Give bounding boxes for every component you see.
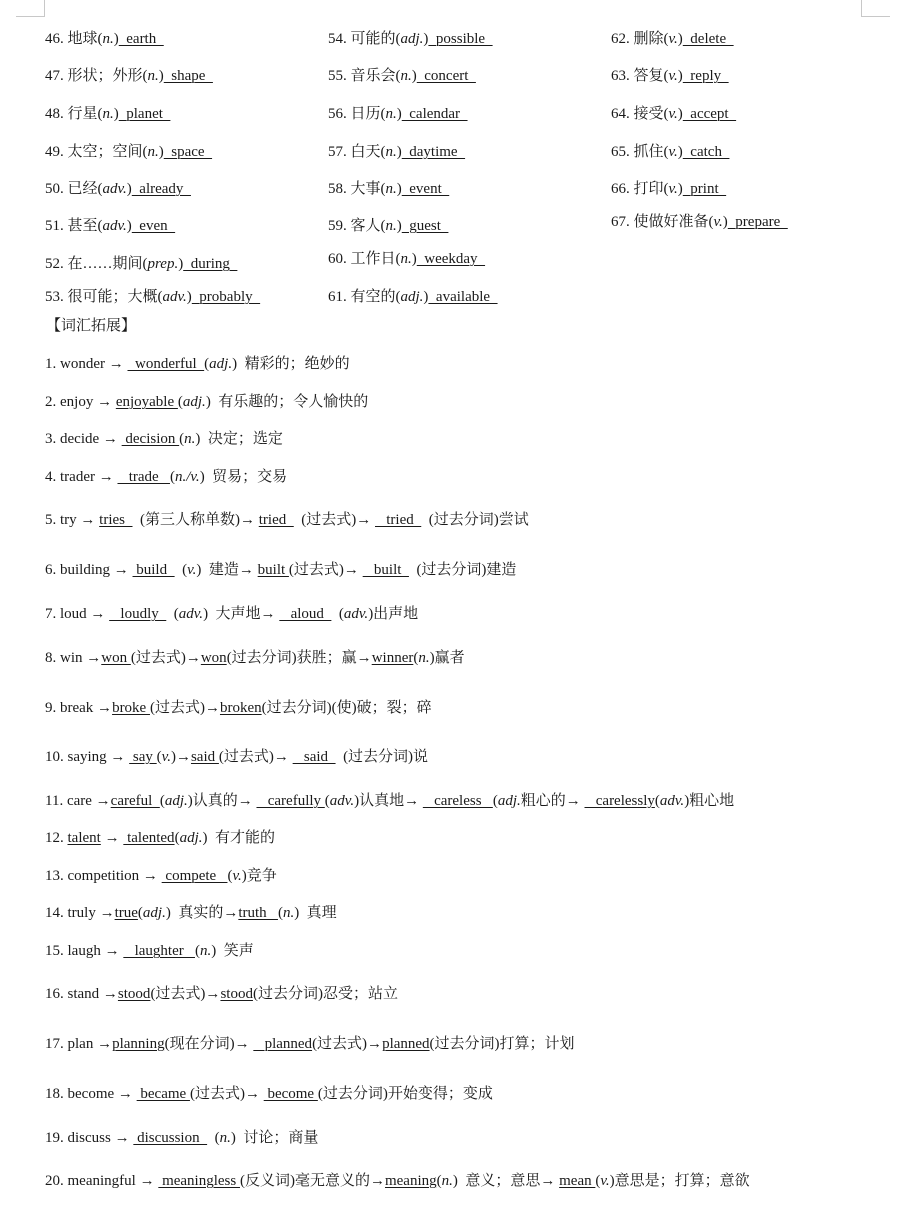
answer-blank: wonderful xyxy=(127,356,205,372)
vocab-number: 52. xyxy=(45,256,68,272)
vocab-answer: during xyxy=(183,256,238,272)
vocab-number: 56. xyxy=(328,106,351,122)
answer-blank: carefully xyxy=(256,793,325,809)
expansion-text: )→ xyxy=(170,749,191,765)
answer-blank: won xyxy=(101,650,131,666)
expansion-text: ( xyxy=(174,830,180,846)
vocab-number: 47. xyxy=(45,68,68,84)
expansion-text: (过去式)→ xyxy=(312,1036,383,1052)
vocab-part-of-speech: n. xyxy=(102,106,114,122)
expansion-text: 9. break → xyxy=(45,700,113,716)
expansion-text: ) 有才能的 xyxy=(202,830,275,846)
expansion-text: )认真的→ xyxy=(187,793,257,809)
answer-blank: built xyxy=(257,562,289,578)
part-of-speech: adj. xyxy=(209,356,233,372)
expansion-item xyxy=(45,791,734,811)
expansion-text: ( xyxy=(324,793,330,809)
part-of-speech: n. xyxy=(184,431,196,447)
vocab-part-of-speech: adv. xyxy=(102,218,127,234)
expansion-text: ( xyxy=(277,905,283,921)
vocab-part-of-speech: n. xyxy=(400,68,412,84)
expansion-item xyxy=(45,510,529,530)
expansion-text: ( xyxy=(331,606,344,622)
expansion-item xyxy=(45,1171,750,1191)
expansion-text: (现在分词)→ xyxy=(164,1036,254,1052)
vocab-number: 64. xyxy=(611,106,634,122)
answer-blank: won xyxy=(200,650,227,666)
vocab-item: 46. 地球(n.) earth xyxy=(45,31,164,47)
part-of-speech: adj. xyxy=(142,905,166,921)
vocab-part-of-speech: adv. xyxy=(102,181,127,197)
vocab-chinese: 在……期间( xyxy=(67,256,148,272)
expansion-text: ( xyxy=(194,943,200,959)
vocab-chinese: 已经( xyxy=(67,181,103,197)
part-of-speech: adv. xyxy=(659,793,685,809)
vocab-chinese: 太空；空间( xyxy=(67,144,148,160)
vocab-item: 64. 接受(v.) accept xyxy=(611,106,737,122)
vocab-answer: available xyxy=(428,289,498,305)
expansion-text: (第三人称单数)→ xyxy=(132,512,259,528)
part-of-speech: adj. xyxy=(182,394,206,410)
expansion-text: (过去分词)获胜；赢→ xyxy=(226,650,372,666)
expansion-text: (过去分词)建造 xyxy=(408,562,517,578)
expansion-text: 18. become → xyxy=(45,1086,137,1102)
answer-blank: meaning xyxy=(384,1173,437,1189)
part-of-speech: n. xyxy=(282,905,295,921)
vocab-number: 59. xyxy=(328,218,351,234)
vocab-item: 61. 有空的(adj.) available xyxy=(328,289,498,305)
vocab-answer: even xyxy=(131,218,176,234)
answer-blank: trade xyxy=(117,469,170,485)
part-of-speech: v. xyxy=(161,749,171,765)
part-of-speech: adj. xyxy=(179,830,203,846)
vocab-chinese: 可能的( xyxy=(350,31,401,47)
vocab-number: 55. xyxy=(328,68,351,84)
answer-blank: planning xyxy=(112,1036,165,1052)
vocab-part-of-speech: v. xyxy=(668,144,678,160)
expansion-text: 6. building → xyxy=(45,562,133,578)
vocab-answer: already xyxy=(131,181,191,197)
expansion-text: )粗心地 xyxy=(684,793,735,809)
expansion-text: ( xyxy=(436,1173,442,1189)
expansion-text: ( xyxy=(227,868,233,884)
vocab-item: 67. 使做好准备(v.) prepare xyxy=(611,214,788,230)
vocab-part-of-speech: n. xyxy=(147,144,159,160)
expansion-text: 5. try → xyxy=(45,512,100,528)
expansion-text: ( xyxy=(166,606,179,622)
answer-blank: enjoyable xyxy=(115,394,178,410)
vocab-number: 57. xyxy=(328,144,351,160)
vocab-chinese: 日历( xyxy=(350,106,386,122)
answer-blank: meaningless xyxy=(158,1173,240,1189)
expansion-text: ( xyxy=(654,793,660,809)
vocab-answer: probably xyxy=(191,289,261,305)
vocab-part-of-speech: n. xyxy=(385,144,397,160)
vocab-number: 50. xyxy=(45,181,68,197)
part-of-speech: v. xyxy=(232,868,242,884)
expansion-text: 14. truly → xyxy=(45,905,115,921)
vocab-part-of-speech: adj. xyxy=(400,289,424,305)
vocab-item: 47. 形状；外形(n.) shape xyxy=(45,68,213,84)
vocab-answer: space xyxy=(163,144,213,160)
expansion-item xyxy=(45,392,368,412)
vocab-item: 54. 可能的(adj.) possible xyxy=(328,31,493,47)
expansion-text: (过去式)→ xyxy=(218,749,293,765)
answer-blank: talent xyxy=(67,830,101,846)
answer-blank: carelessly xyxy=(584,793,655,809)
part-of-speech: n. xyxy=(199,943,212,959)
expansion-text: ) 笑声 xyxy=(211,943,254,959)
expansion-text: ( xyxy=(207,1130,220,1146)
expansion-item xyxy=(45,1128,318,1148)
expansion-item xyxy=(45,1084,493,1104)
vocab-part-of-speech: v. xyxy=(668,181,678,197)
vocab-chinese: 白天( xyxy=(350,144,386,160)
answer-blank: tried xyxy=(375,512,422,528)
vocab-number: 63. xyxy=(611,68,634,84)
vocab-chinese: 很可能；大概( xyxy=(67,289,163,305)
answer-blank: broke xyxy=(112,700,150,716)
part-of-speech: adj. xyxy=(164,793,188,809)
expansion-item xyxy=(45,429,283,449)
part-of-speech: n. xyxy=(418,650,430,666)
expansion-text: 15. laugh → xyxy=(45,943,124,959)
vocab-chinese: 有空的( xyxy=(350,289,401,305)
page-corner-mark-left xyxy=(16,0,45,17)
vocab-item: 56. 日历(n.) calendar xyxy=(328,106,468,122)
vocab-item: 55. 音乐会(n.) concert xyxy=(328,68,476,84)
expansion-text: ( xyxy=(137,905,143,921)
answer-blank: decision xyxy=(121,431,180,447)
vocab-part-of-speech: prep. xyxy=(147,256,179,272)
vocab-item: 49. 太空；空间(n.) space xyxy=(45,144,213,160)
expansion-text: ( xyxy=(169,469,175,485)
answer-blank: say xyxy=(129,749,157,765)
answer-blank: compete xyxy=(161,868,228,884)
expansion-text: 20. meaningful → xyxy=(45,1173,159,1189)
expansion-text: ) 讨论；商量 xyxy=(230,1130,319,1146)
answer-blank: become xyxy=(263,1086,318,1102)
vocab-item: 53. 很可能；大概(adv.) probably xyxy=(45,289,261,305)
vocab-answer: prepare xyxy=(727,214,788,230)
answer-blank: tries xyxy=(99,512,133,528)
expansion-text: 8. win → xyxy=(45,650,102,666)
vocab-part-of-speech: n. xyxy=(385,181,397,197)
vocab-answer: print xyxy=(682,181,727,197)
vocab-item: 50. 已经(adv.) already xyxy=(45,181,191,197)
expansion-text: ) 意义；意思→ xyxy=(452,1173,560,1189)
expansion-text: 1. wonder → xyxy=(45,356,128,372)
vocab-chinese: 行星( xyxy=(67,106,103,122)
vocab-chinese: 使做好准备( xyxy=(633,214,714,230)
expansion-text: (过去式)→ xyxy=(189,1086,264,1102)
vocab-part-of-speech: adj. xyxy=(400,31,424,47)
answer-blank: truth xyxy=(238,905,278,921)
answer-blank: broken xyxy=(219,700,262,716)
expansion-text: (过去分词)忍受；站立 xyxy=(252,986,398,1002)
answer-blank: true xyxy=(114,905,138,921)
answer-blank: became xyxy=(136,1086,190,1102)
vocab-answer: possible xyxy=(428,31,493,47)
expansion-item xyxy=(45,903,337,923)
vocab-part-of-speech: v. xyxy=(668,106,678,122)
vocab-number: 46. xyxy=(45,31,68,47)
vocab-part-of-speech: n. xyxy=(400,251,412,267)
expansion-text: (过去式)→ xyxy=(150,986,221,1002)
expansion-text: )认真地→ xyxy=(354,793,423,809)
vocab-item: 51. 甚至(adv.) even xyxy=(45,218,176,234)
expansion-text: ) 真理 xyxy=(294,905,337,921)
expansion-text: 16. stand → xyxy=(45,986,118,1002)
vocab-item: 62. 删除(v.) delete xyxy=(611,31,734,47)
vocab-number: 67. xyxy=(611,214,634,230)
expansion-text: )赢者 xyxy=(429,650,465,666)
expansion-item xyxy=(45,828,275,848)
vocab-part-of-speech: v. xyxy=(668,68,678,84)
vocab-part-of-speech: n. xyxy=(147,68,159,84)
vocab-item: 57. 白天(n.) daytime xyxy=(328,144,466,160)
part-of-speech: v. xyxy=(600,1173,610,1189)
part-of-speech: adv. xyxy=(178,606,204,622)
part-of-speech: v. xyxy=(187,562,197,578)
answer-blank: said xyxy=(190,749,219,765)
expansion-text: ( xyxy=(595,1173,601,1189)
part-of-speech: adj. xyxy=(497,793,521,809)
section-title: 【词汇拓展】 xyxy=(46,318,137,334)
page-corner-mark-right xyxy=(861,0,890,17)
expansion-item xyxy=(45,648,465,668)
expansion-text: ( xyxy=(179,431,185,447)
vocab-number: 66. xyxy=(611,181,634,197)
vocab-item: 60. 工作日(n.) weekday xyxy=(328,251,486,267)
expansion-text: (过去式)→ xyxy=(288,562,363,578)
expansion-item xyxy=(45,984,398,1004)
expansion-text: 粗心的→ xyxy=(520,793,585,809)
vocab-chinese: 大事( xyxy=(350,181,386,197)
answer-blank: tried xyxy=(258,512,294,528)
answer-blank: aloud xyxy=(279,606,332,622)
vocab-chinese: 客人( xyxy=(350,218,386,234)
vocab-part-of-speech: adv. xyxy=(162,289,187,305)
expansion-text: ) 决定；选定 xyxy=(195,431,283,447)
expansion-text: 13. competition → xyxy=(45,868,162,884)
expansion-text: ( xyxy=(413,650,419,666)
vocab-number: 49. xyxy=(45,144,68,160)
vocab-item: 59. 客人(n.) guest xyxy=(328,218,449,234)
vocab-number: 58. xyxy=(328,181,351,197)
vocab-part-of-speech: v. xyxy=(668,31,678,47)
expansion-text: 3. decide → xyxy=(45,431,122,447)
vocab-chinese: 答复( xyxy=(633,68,669,84)
answer-blank: said xyxy=(292,749,336,765)
vocab-answer: weekday xyxy=(416,251,486,267)
expansion-text: )意思是；打算；意欲 xyxy=(609,1173,750,1189)
expansion-text: ) 建造→ xyxy=(196,562,258,578)
expansion-item xyxy=(45,1034,575,1054)
expansion-text: (过去分词)(使)破；裂；碎 xyxy=(261,700,432,716)
vocab-item: 48. 行星(n.) planet xyxy=(45,106,171,122)
vocab-answer: earth xyxy=(118,31,164,47)
expansion-text: (过去式)→ xyxy=(149,700,220,716)
expansion-item xyxy=(45,698,432,718)
vocab-number: 51. xyxy=(45,218,68,234)
expansion-text: 17. plan → xyxy=(45,1036,113,1052)
part-of-speech: adv. xyxy=(329,793,355,809)
vocab-answer: catch xyxy=(682,144,730,160)
vocab-part-of-speech: v. xyxy=(713,214,723,230)
vocab-chinese: 打印( xyxy=(633,181,669,197)
vocab-item: 66. 打印(v.) print xyxy=(611,181,727,197)
expansion-text: ) 真实的→ xyxy=(165,905,239,921)
expansion-item xyxy=(45,747,428,767)
vocab-part-of-speech: n. xyxy=(102,31,114,47)
vocab-number: 60. xyxy=(328,251,351,267)
vocab-chinese: 工作日( xyxy=(350,251,401,267)
vocab-number: 48. xyxy=(45,106,68,122)
vocab-item: 52. 在……期间(prep.) during xyxy=(45,256,238,272)
expansion-text: 19. discuss → xyxy=(45,1130,134,1146)
expansion-text: 12. xyxy=(45,830,68,846)
vocab-item: 65. 抓住(v.) catch xyxy=(611,144,730,160)
expansion-text: ) 有乐趣的；令人愉快的 xyxy=(205,394,369,410)
expansion-text: ( xyxy=(204,356,210,372)
expansion-text: ( xyxy=(156,749,162,765)
expansion-text: ( xyxy=(492,793,498,809)
vocab-number: 62. xyxy=(611,31,634,47)
part-of-speech: n. xyxy=(219,1130,231,1146)
vocab-chinese: 抓住( xyxy=(633,144,669,160)
expansion-text: ( xyxy=(177,394,183,410)
vocab-chinese: 接受( xyxy=(633,106,669,122)
expansion-text: (过去式)→ xyxy=(130,650,201,666)
expansion-item xyxy=(45,354,350,374)
vocab-answer: reply xyxy=(682,68,729,84)
part-of-speech: n./v. xyxy=(174,469,200,485)
answer-blank: stood xyxy=(117,986,151,1002)
expansion-text: (过去分词)打算；计划 xyxy=(429,1036,575,1052)
vocab-answer: planet xyxy=(118,106,171,122)
answer-blank: mean xyxy=(559,1173,596,1189)
expansion-text: ) 精彩的；绝妙的 xyxy=(232,356,350,372)
vocab-chinese: 删除( xyxy=(633,31,669,47)
expansion-text: (过去分词)开始变得；变成 xyxy=(317,1086,493,1102)
vocab-answer: shape xyxy=(163,68,213,84)
vocab-part-of-speech: n. xyxy=(385,218,397,234)
expansion-item xyxy=(45,467,287,487)
answer-blank: careless xyxy=(422,793,493,809)
vocab-answer: calendar xyxy=(401,106,468,122)
expansion-text: )出声地 xyxy=(368,606,419,622)
expansion-text: (过去分词)说 xyxy=(335,749,429,765)
vocab-chinese: 音乐会( xyxy=(350,68,401,84)
vocab-part-of-speech: n. xyxy=(385,106,397,122)
vocab-item: 63. 答复(v.) reply xyxy=(611,68,729,84)
vocab-number: 54. xyxy=(328,31,351,47)
expansion-text: ( xyxy=(159,793,165,809)
answer-blank: build xyxy=(132,562,175,578)
expansion-text: 10. saying → xyxy=(45,749,130,765)
vocab-chinese: 甚至( xyxy=(67,218,103,234)
expansion-text: (过去式)→ xyxy=(293,512,375,528)
answer-blank: loudly xyxy=(109,606,167,622)
answer-blank: stood xyxy=(220,986,253,1002)
expansion-text: 11. care → xyxy=(45,793,111,809)
vocab-answer: guest xyxy=(401,218,449,234)
vocab-number: 65. xyxy=(611,144,634,160)
answer-blank: talented xyxy=(123,830,175,846)
expansion-text: (反义词)毫无意义的→ xyxy=(239,1173,385,1189)
expansion-text: → xyxy=(100,830,124,846)
answer-blank: winner xyxy=(371,650,414,666)
answer-blank: planned xyxy=(253,1036,313,1052)
expansion-text: 4. trader → xyxy=(45,469,118,485)
expansion-text: ( xyxy=(174,562,188,578)
part-of-speech: n. xyxy=(441,1173,453,1189)
expansion-text: )竞争 xyxy=(241,868,277,884)
answer-blank: discussion xyxy=(133,1130,208,1146)
expansion-item xyxy=(45,866,277,886)
part-of-speech: adv. xyxy=(343,606,369,622)
answer-blank: built xyxy=(362,562,409,578)
expansion-text: 2. enjoy → xyxy=(45,394,116,410)
vocab-answer: delete xyxy=(682,31,734,47)
vocab-item: 58. 大事(n.) event xyxy=(328,181,450,197)
vocab-number: 61. xyxy=(328,289,351,305)
expansion-text: (过去分词)尝试 xyxy=(421,512,529,528)
vocab-answer: accept xyxy=(682,106,737,122)
vocab-answer: concert xyxy=(416,68,476,84)
vocab-answer: event xyxy=(401,181,450,197)
expansion-item xyxy=(45,941,254,961)
answer-blank: laughter xyxy=(123,943,195,959)
answer-blank: planned xyxy=(382,1036,430,1052)
vocab-answer: daytime xyxy=(401,144,466,160)
vocab-chinese: 形状；外形( xyxy=(67,68,148,84)
expansion-text: 7. loud → xyxy=(45,606,110,622)
expansion-text: ) 贸易；交易 xyxy=(199,469,288,485)
vocab-chinese: 地球( xyxy=(67,31,103,47)
answer-blank: careful xyxy=(110,793,160,809)
expansion-text: ) 大声地→ xyxy=(203,606,280,622)
expansion-item xyxy=(45,604,418,624)
expansion-item xyxy=(45,560,516,580)
vocab-number: 53. xyxy=(45,289,68,305)
